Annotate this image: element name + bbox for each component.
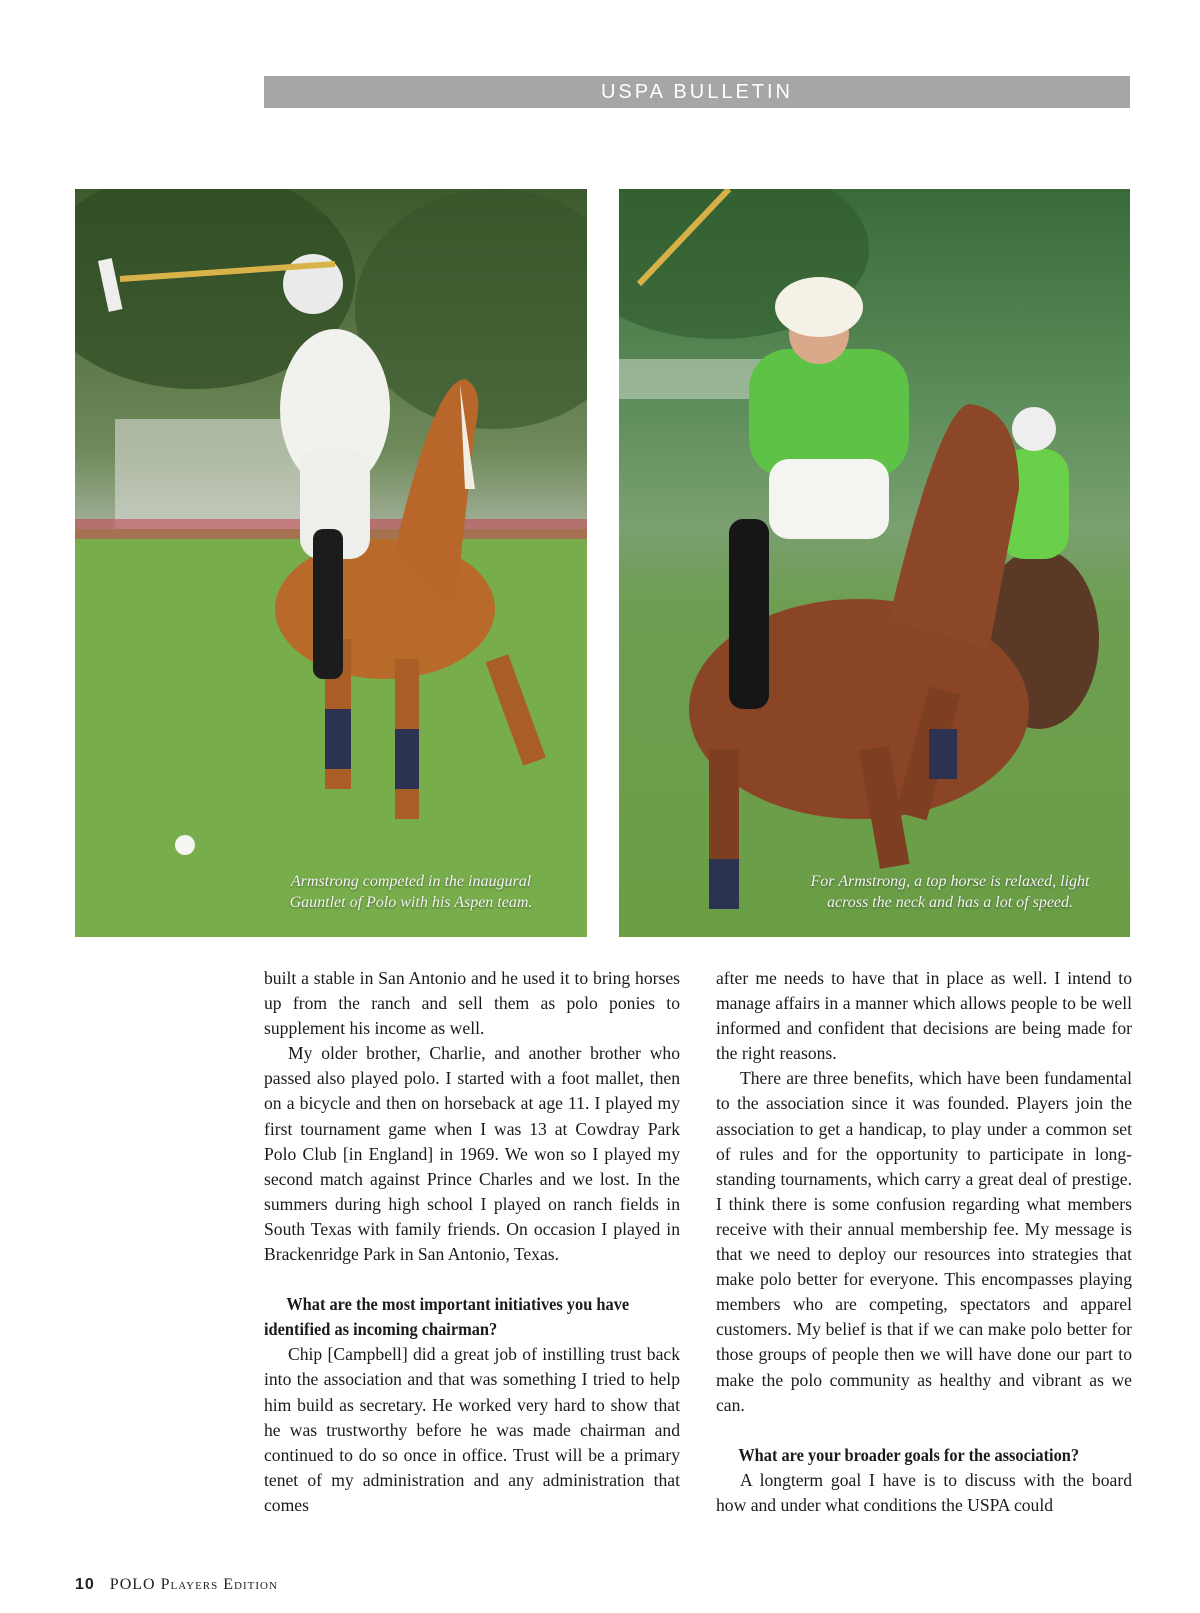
- article-column-right: [716, 966, 1132, 1518]
- article-paragraph: Chip [Campbell] did a great job of instilling trust back into the association and that was something I tried to help him build as secretary. He worked very hard to show that he was trustworthy before he was made chairman and continued to do so once in office. Trust will be a primary tenet of my administration and any administration that comes: [264, 1344, 680, 1515]
- photo-armstrong-green-jersey: [619, 189, 1130, 937]
- photo-armstrong-white-jersey: [75, 189, 587, 937]
- article-paragraph: built a stable in San Antonio and he used it to bring horses up from the ranch and sell them as polo ponies to supplement his income as well.: [264, 968, 680, 1039]
- polo-player-green-jersey-image: [619, 189, 1130, 937]
- polo-player-white-jersey-image: [75, 189, 587, 937]
- article-paragraph: after me needs to have that in place as well. I intend to manage affairs in a manner which allows people to be well informed and confident that decisions are being made for the right reasons.: [716, 968, 1132, 1064]
- magazine-name: POLO Players Edition: [109, 1576, 278, 1593]
- interview-question: What are the most important initiatives you have identified as incoming chairman?: [264, 1294, 630, 1340]
- interview-question: What are your broader goals for the association?: [738, 1444, 1080, 1465]
- photo-caption-left: Armstrong competed in the inaugural Gauntlet of Polo with his Aspen team.: [289, 873, 533, 911]
- section-banner: USPA BULLETIN: [264, 76, 1130, 108]
- page-footer: [75, 1576, 278, 1594]
- page-number: 10: [75, 1576, 95, 1593]
- article-paragraph: There are three benefits, which have been fundamental to the association since it was founded. Players join the association to get a handicap, to play under a common set of rules and for the opportunity to participate in long-standing tournaments, which carry a great deal of prestige. I think there is some confusion regarding what members receive with their annual membership fee. My message is that we need to deploy our resources into strategies that make polo better for everyone. This encompasses playing members who are competing, spectators and apparel customers. My belief is that if we can make polo better for those groups of people then we will have done our part to make the polo community as healthy and vibrant as we can.: [716, 1068, 1132, 1415]
- article-column-left: [264, 966, 680, 1518]
- photo-caption-right: For Armstrong, a top horse is relaxed, light across the neck and has a lot of speed.: [810, 873, 1090, 911]
- article-paragraph: My older brother, Charlie, and another brother who passed also played polo. I started with a foot mallet, then on a bicycle and then on horseback at age 11. I played my first tournament game when I was 13 at Cowdray Park Polo Club [in England] in 1969. We won so I played my second match against Prince Charles and we lost. In the summers during high school I played on ranch fields in South Texas with family friends. On occasion I played in Brackenridge Park in San Antonio, Texas.: [264, 1043, 680, 1265]
- article-paragraph: A longterm goal I have is to discuss with the board how and under what conditions the USPA could: [716, 1469, 1132, 1515]
